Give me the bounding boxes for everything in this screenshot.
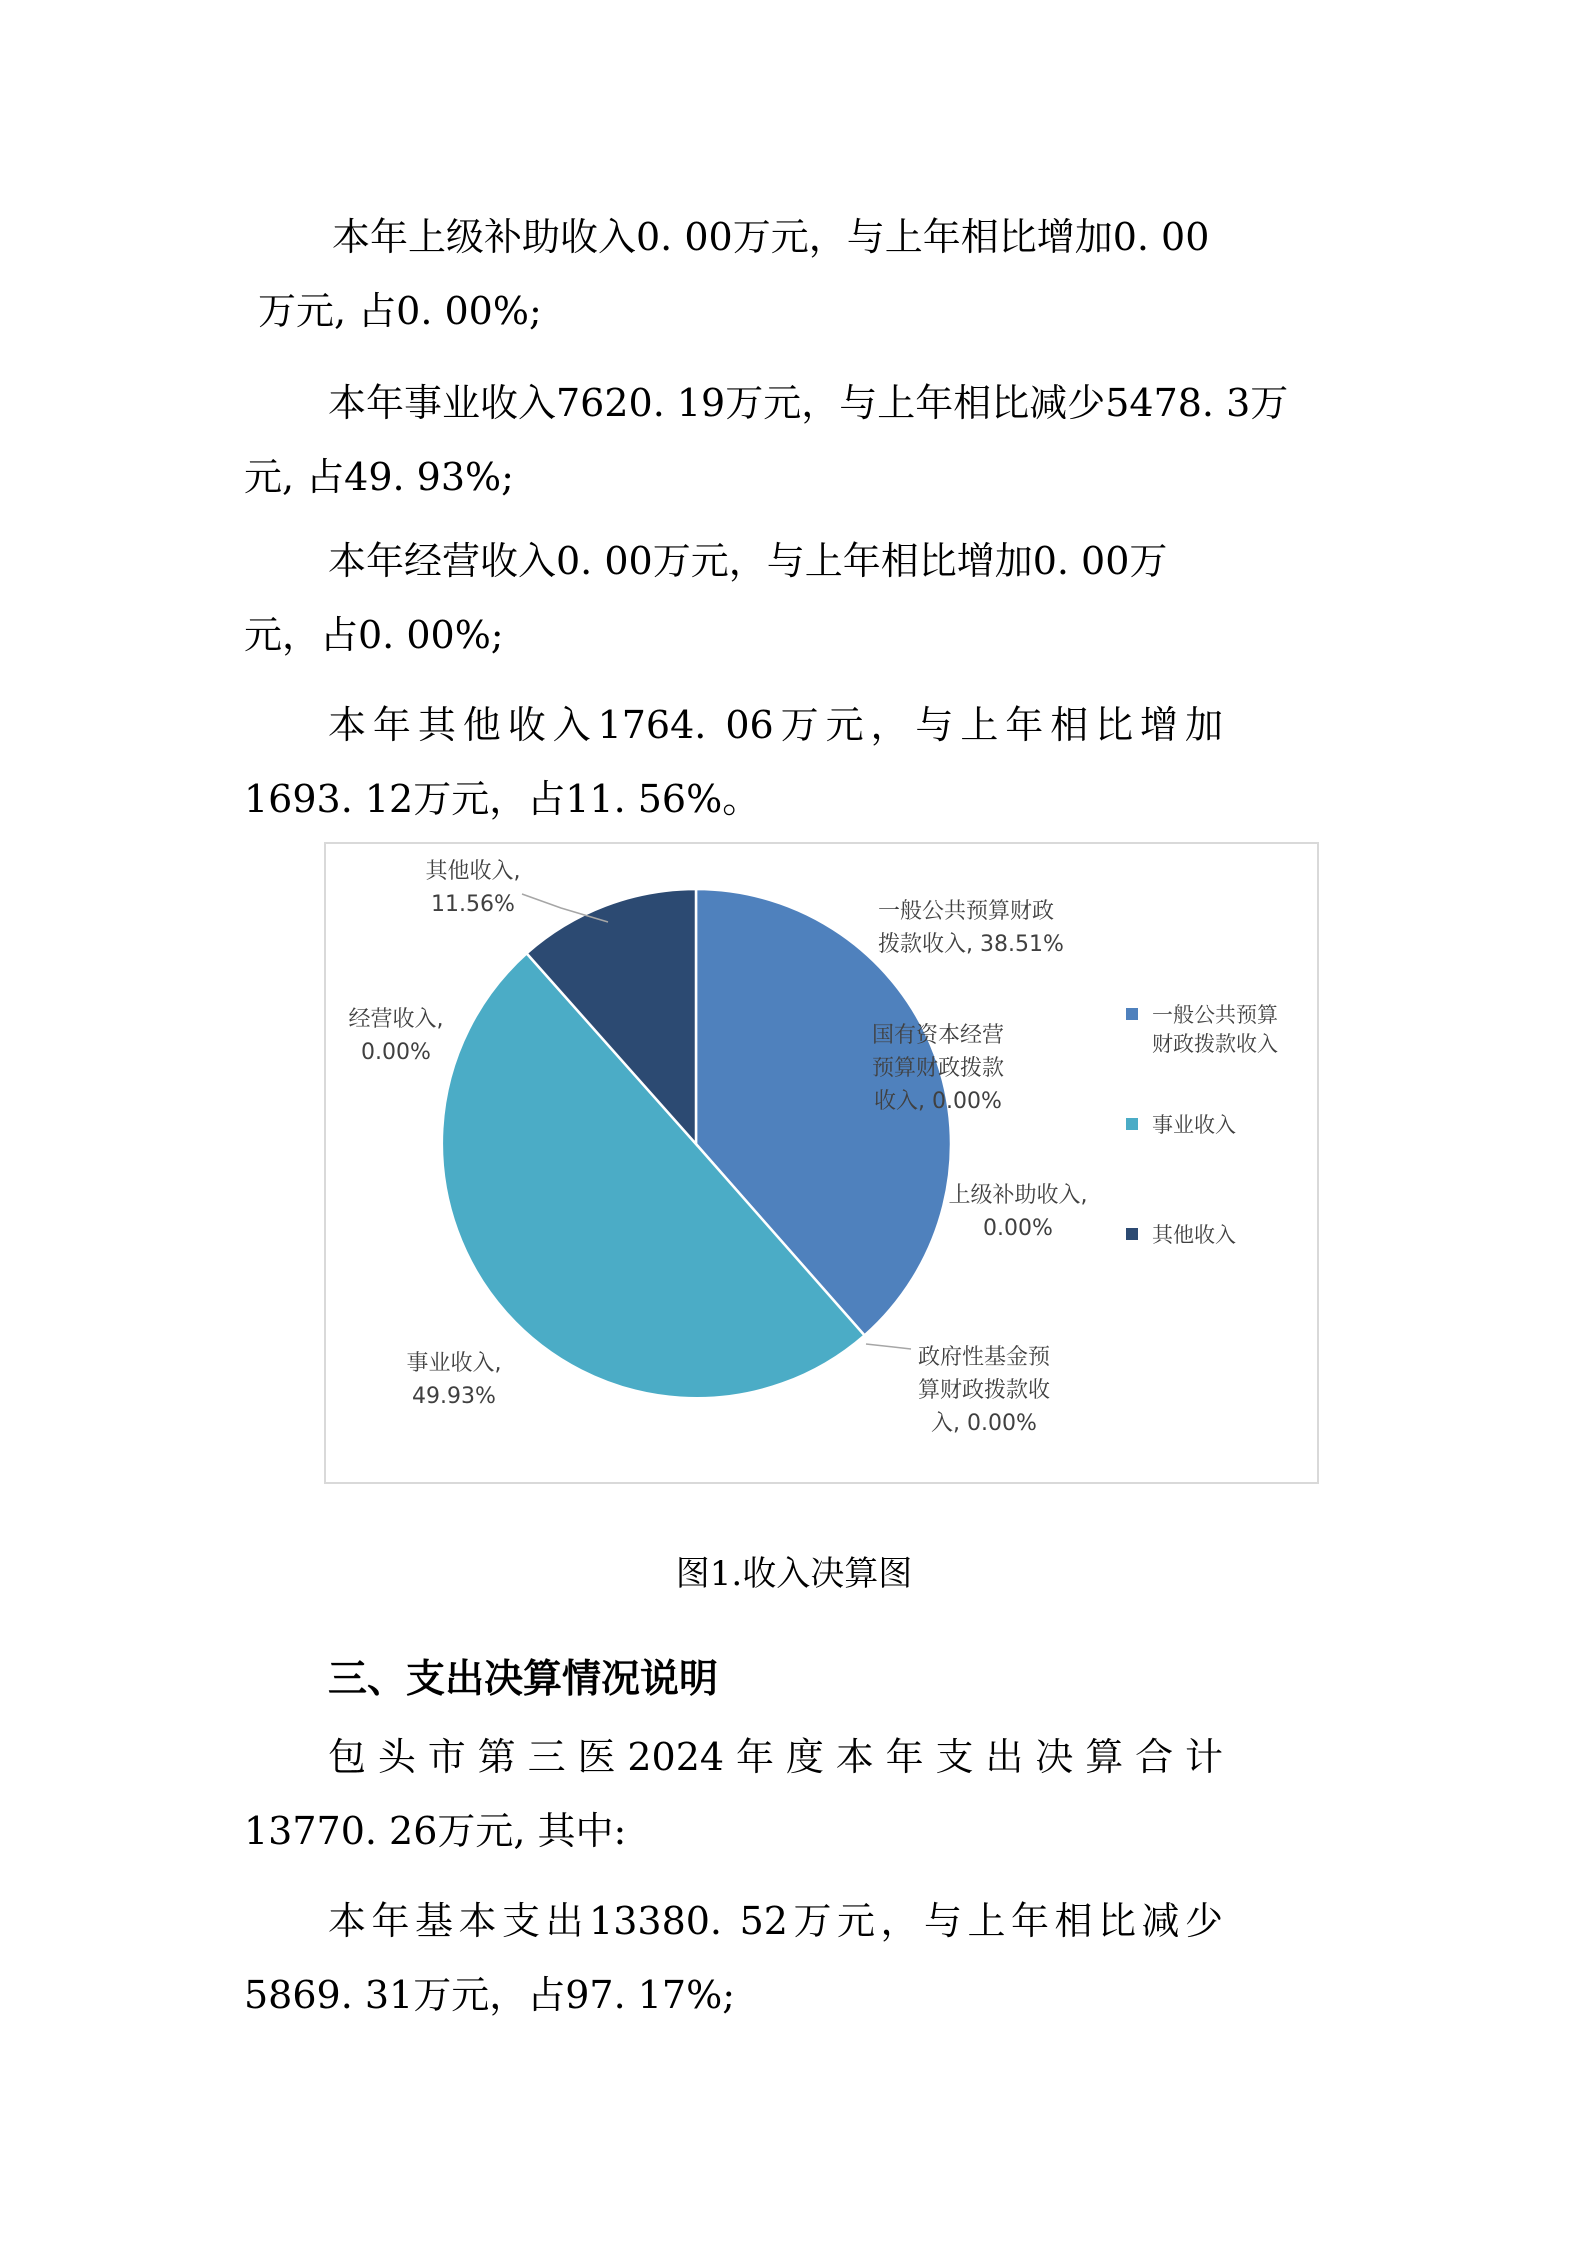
label-leader-line — [866, 1344, 911, 1349]
paragraph-line: 包头市第三医2024年度本年支出决算合计 — [328, 1735, 1223, 1779]
paragraph-line: 本年基本支出13380. 52万元，与上年相比减少 — [328, 1899, 1223, 1943]
paragraph-line: 本年事业收入7620. 19万元，与上年相比减少5478. 3万 — [328, 381, 1289, 425]
paragraph-line: 1693. 12万元，占11. 56%。 — [244, 777, 761, 821]
pie-data-label-1: 国有资本经营预算财政拨款收入, 0.00% — [871, 1023, 1005, 1114]
pie-data-label-2: 上级补助收入, 0.00% — [948, 1183, 1088, 1241]
pie-data-label-0: 一般公共预算财政拨款收入, 38.51% — [878, 899, 1064, 957]
paragraph-line: 万元, 占0. 00%; — [258, 289, 542, 333]
legend-swatch-0 — [1126, 1008, 1138, 1020]
section-heading: 三、支出决算情况说明 — [328, 1657, 719, 1702]
legend-swatch-1 — [1126, 1118, 1138, 1130]
legend-label-0: 一般公共预算财政拨款收入 — [1152, 1003, 1278, 1056]
paragraph-line: 元，占0. 00%; — [244, 613, 504, 657]
legend-label-2: 其他收入 — [1152, 1223, 1236, 1247]
legend-swatch-2 — [1126, 1228, 1138, 1240]
paragraph-line: 本年经营收入0. 00万元，与上年相比增加0. 00万 — [328, 539, 1168, 583]
pie-data-label-5: 经营收入, 0.00% — [348, 1007, 444, 1065]
pie-data-label-4: 事业收入, 49.93% — [406, 1351, 502, 1409]
pie-chart-svg — [326, 844, 1321, 1486]
pie-data-label-3: 政府性基金预算财政拨款收入, 0.00% — [917, 1345, 1051, 1436]
paragraph-line: 5869. 31万元，占97. 17%; — [244, 1973, 735, 2017]
paragraph-line: 13770. 26万元, 其中: — [244, 1809, 627, 1853]
label-leader-line — [522, 894, 608, 922]
chart-caption: 图1.收入决算图 — [675, 1554, 913, 1594]
legend-label-1: 事业收入 — [1152, 1113, 1236, 1137]
paragraph-line: 本年其他收入1764. 06万元，与上年相比增加 — [328, 703, 1223, 747]
paragraph-line: 元, 占49. 93%; — [244, 455, 514, 499]
paragraph-line: 本年上级补助收入0. 00万元，与上年相比增加0. 00 — [332, 215, 1210, 259]
income-pie-chart — [324, 842, 1319, 1484]
pie-data-label-6: 其他收入, 11.56% — [425, 859, 521, 917]
